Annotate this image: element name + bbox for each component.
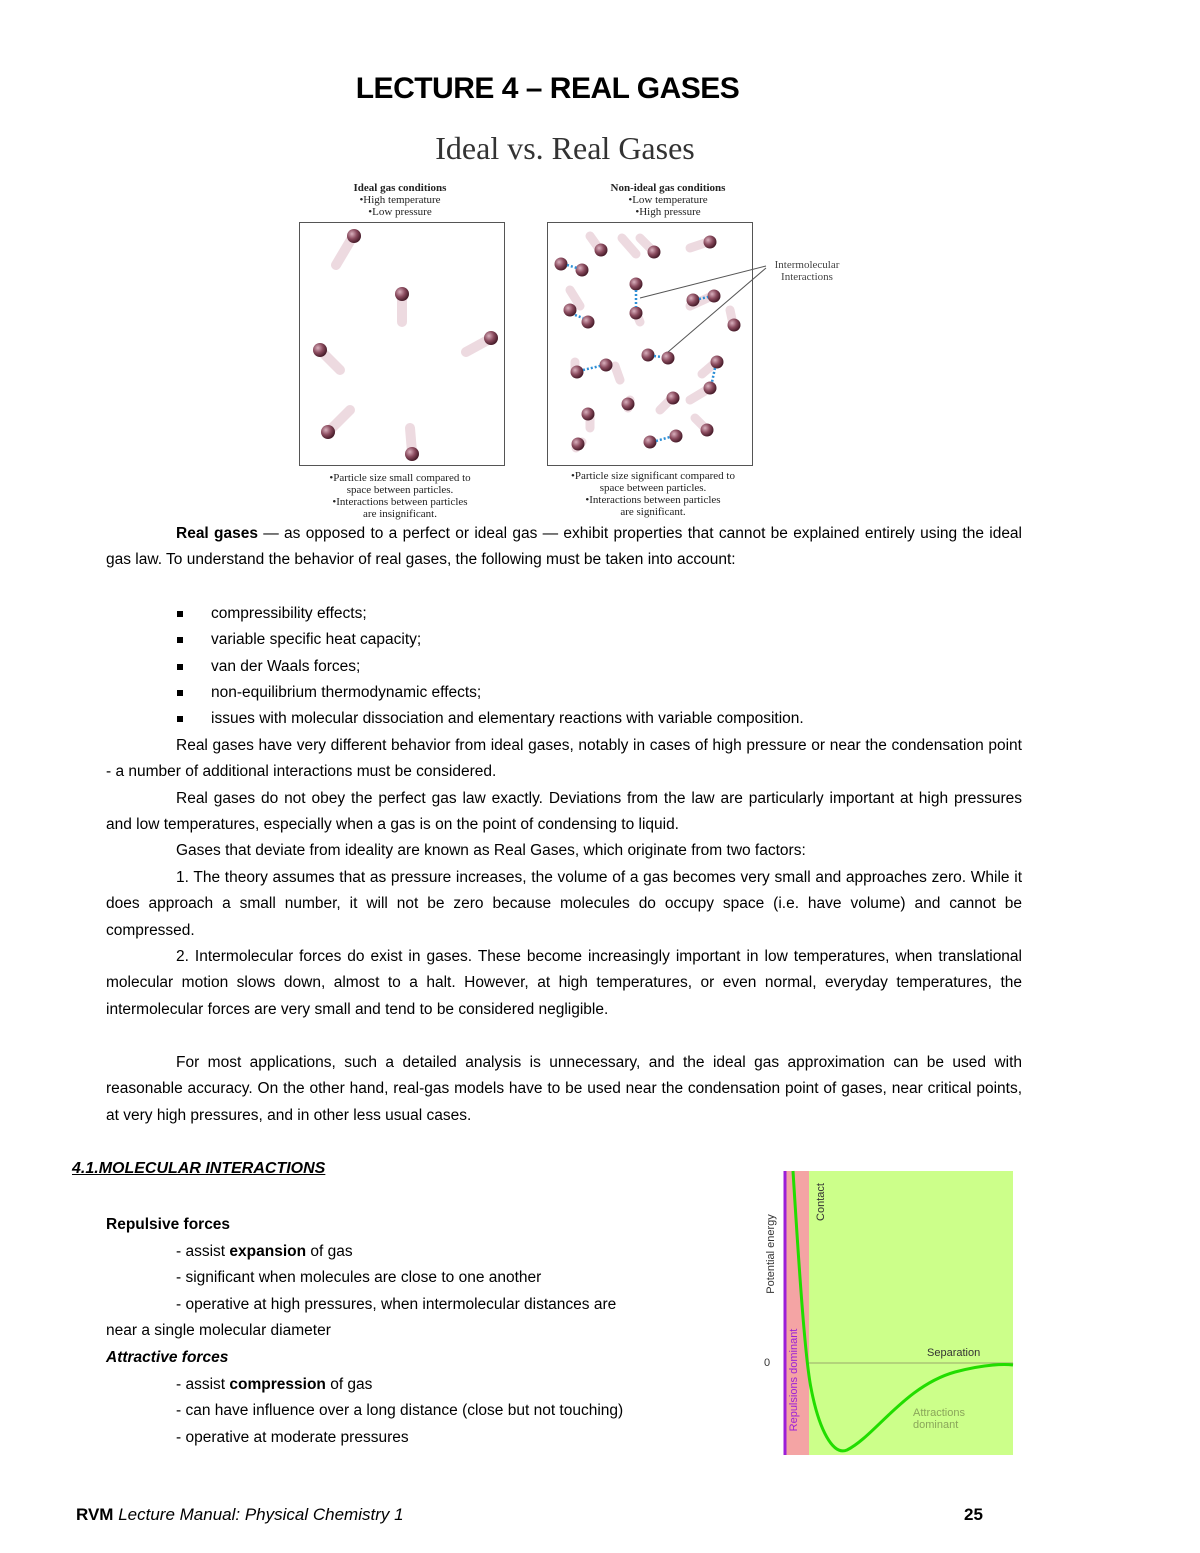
graph-ylabel: Potential energy bbox=[765, 1214, 777, 1294]
nonideal-note-4: are significant. bbox=[620, 506, 686, 518]
nonideal-notes bbox=[548, 470, 758, 518]
interaction-callout-lines bbox=[640, 266, 766, 352]
bullet-list bbox=[175, 601, 804, 732]
numbered-item-1: 1. The theory assumes that as pressure increases, the volume of a gas becomes very small and approaches zero. While it does approach a small number, it will not be zero because molecules do occupy space (i.e. have volume) and cannot be compressed. bbox=[106, 869, 1022, 939]
graph-repulsions-label: Repulsions dominant bbox=[788, 1328, 800, 1432]
potential-energy-graph bbox=[755, 1168, 1015, 1458]
ideal-notes bbox=[300, 472, 500, 520]
list-item: compressibility effects; bbox=[175, 601, 804, 627]
intro-text: — as opposed to a perfect or ideal gas — exhibit properties that cannot be explained entirely using the ideal gas law. To understand the behavior of real gases, the following must be taken into account: bbox=[106, 525, 1022, 569]
figure-title: Ideal vs. Real Gases bbox=[435, 130, 695, 166]
page-title: LECTURE 4 – REAL GASES bbox=[355, 72, 740, 105]
gas-particles-illustration bbox=[0, 0, 1200, 520]
graph-zero-label: 0 bbox=[763, 1357, 771, 1369]
ideal-heading: Ideal gas conditions bbox=[353, 182, 447, 194]
ideal-note-3: •Interactions between particles bbox=[332, 496, 468, 508]
section-heading: 4.1.MOLECULAR INTERACTIONS bbox=[72, 1160, 326, 1177]
graph-contact-label: Contact bbox=[815, 1183, 827, 1221]
nonideal-note-1: •Particle size significant compared to bbox=[571, 470, 735, 482]
nonideal-note-2: space between particles. bbox=[599, 482, 707, 494]
numbered-item-2: 2. Intermolecular forces do exist in gases. These become increasingly important in low temperatures, when translational molecular motion slows down, almost to a halt. However, at high temperatures, or even normal, everyday temperatures, the intermolecular forces are very small and tend to be considered negligible. bbox=[106, 948, 1022, 1018]
nonideal-note-3: •Interactions between particles bbox=[585, 494, 721, 506]
intro-paragraph bbox=[106, 521, 1022, 574]
graph-attractions-label-1: Attractions bbox=[913, 1407, 965, 1419]
compression-term: compression bbox=[229, 1375, 326, 1393]
callout-line-2: Interactions bbox=[781, 271, 833, 283]
intermolecular-callout bbox=[762, 259, 852, 283]
attractive-heading: Attractive forces bbox=[106, 1348, 229, 1366]
paragraph-1: Real gases have very different behavior from ideal gases, notably in cases of high pressure or near the condensation point - a number of additional interactions must be considered. bbox=[106, 737, 1022, 781]
list-item: non-equilibrium thermodynamic effects; bbox=[175, 680, 804, 706]
ideal-cond-2: •Low pressure bbox=[368, 206, 432, 218]
page-number: 25 bbox=[964, 1505, 983, 1524]
ideal-note-1: •Particle size small compared to bbox=[329, 472, 471, 484]
paragraph-4: For most applications, such a detailed analysis is unnecessary, and the ideal gas approximation can be used with reasonable accuracy. On the other hand, real-gas models have to be used near the condensation point of gases, near critical points, at very high pressures, and in other less usual cases. bbox=[106, 1054, 1022, 1124]
repulsive-forces: Repulsive forces - assist expansion of gas - significant when molecules are close to one another - operative at high pressures, when intermolecular distances are near a single molecular diameter Attractive forces - assist compression of gas - can have influence over a long distance (close but not touching) - operative at moderate pressures bbox=[106, 1216, 624, 1446]
callout-line-1: Intermolecular bbox=[774, 259, 840, 271]
paragraph-2: Real gases do not obey the perfect gas law exactly. Deviations from the law are particularly important at high pressures and low temperatures, especially when a gas is on the point of condensing to liquid. bbox=[106, 790, 1022, 834]
expansion-term: expansion bbox=[229, 1242, 307, 1260]
list-item: issues with molecular dissociation and elementary reactions with variable composition. bbox=[175, 706, 804, 732]
list-item: variable specific heat capacity; bbox=[175, 627, 804, 653]
footer-bold: RVM bbox=[76, 1505, 114, 1524]
graph-attractions-label-2: dominant bbox=[913, 1419, 959, 1431]
nonideal-heading: Non-ideal gas conditions bbox=[610, 182, 726, 194]
ideal-particles bbox=[313, 229, 498, 461]
nonideal-particles bbox=[555, 236, 741, 451]
repulsive-heading: Repulsive forces bbox=[106, 1216, 231, 1233]
nonideal-cond-1: •Low temperature bbox=[628, 194, 708, 206]
ideal-note-4: are insignificant. bbox=[363, 508, 437, 520]
graph-separation-label: Separation bbox=[927, 1347, 981, 1359]
ideal-cond-1: •High temperature bbox=[359, 194, 441, 206]
paragraph-3: Gases that deviate from ideality are known as Real Gases, which originate from two factors: bbox=[176, 842, 806, 859]
ideal-note-2: space between particles. bbox=[346, 484, 454, 496]
footer-italic: Lecture Manual: Physical Chemistry 1 bbox=[113, 1505, 404, 1524]
nonideal-cond-2: •High pressure bbox=[635, 206, 701, 218]
footer-left bbox=[76, 1505, 404, 1525]
list-item: van der Waals forces; bbox=[175, 654, 804, 680]
intro-term: Real gases bbox=[176, 525, 258, 542]
